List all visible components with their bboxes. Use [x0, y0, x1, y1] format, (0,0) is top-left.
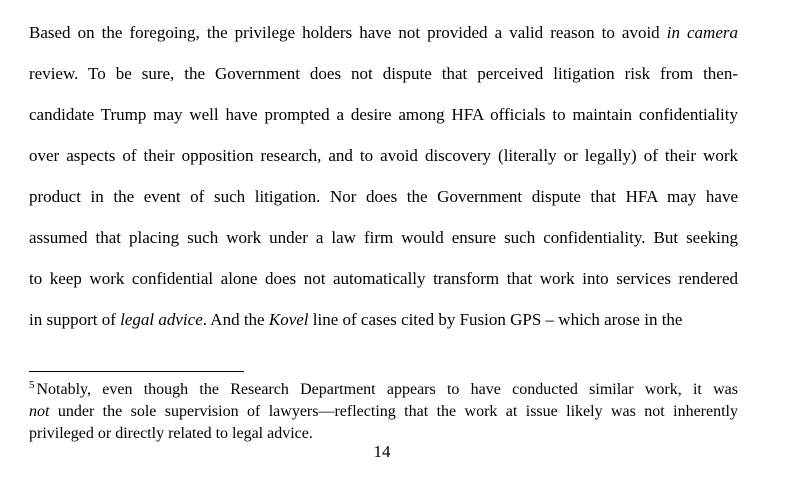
- text-line: [29, 12, 738, 53]
- italic-text: in camera: [666, 23, 738, 42]
- text-segment: line of cases cited by Fusion GPS – which arose in the: [308, 310, 683, 329]
- text-segment: to keep work confidential alone does not automatically transform that work into services rendered: [29, 269, 738, 288]
- text-line: [29, 299, 738, 340]
- text-line: [29, 379, 738, 401]
- text-segment: over aspects of their opposition research, and to avoid discovery (literally or legally) of their work: [29, 146, 738, 165]
- text-segment: assumed that placing such work under a law firm would ensure such confidentiality. But seeking: [29, 228, 738, 247]
- text-line: [29, 94, 738, 135]
- text-line: [29, 401, 738, 423]
- text-line: [29, 135, 738, 176]
- footnote: [29, 379, 738, 445]
- text-segment: product in the event of such litigation. Nor does the Government dispute that HFA may have: [29, 187, 738, 206]
- text-segment: candidate Trump may well have prompted a desire among HFA officials to maintain confidentiality: [29, 105, 738, 124]
- text-segment: under the sole supervision of lawyers—reflecting that the work at issue likely was not inherently: [49, 403, 738, 420]
- italic-text: legal advice: [120, 310, 203, 329]
- text-segment: review. To be sure, the Government does not dispute that perceived litigation risk from then-: [29, 64, 738, 83]
- text-line: [29, 176, 738, 217]
- text-line: [29, 258, 738, 299]
- text-segment: privileged or directly related to legal advice.: [29, 425, 313, 442]
- text-line: [29, 217, 738, 258]
- italic-text: not: [29, 403, 50, 420]
- page-number: 14: [373, 442, 391, 461]
- text-segment: in support of: [29, 310, 121, 329]
- footnote-marker: 5: [29, 378, 35, 391]
- text-segment: Based on the foregoing, the privilege holders have not provided a valid reason to avoid: [29, 23, 667, 42]
- text-segment: Notably, even though the Research Department appears to have conducted similar work, it was: [36, 381, 738, 398]
- body-paragraph: [29, 12, 738, 340]
- footnote-separator: [29, 371, 244, 372]
- italic-text: Kovel: [268, 310, 309, 329]
- text-line: [29, 53, 738, 94]
- text-segment: . And the: [202, 310, 269, 329]
